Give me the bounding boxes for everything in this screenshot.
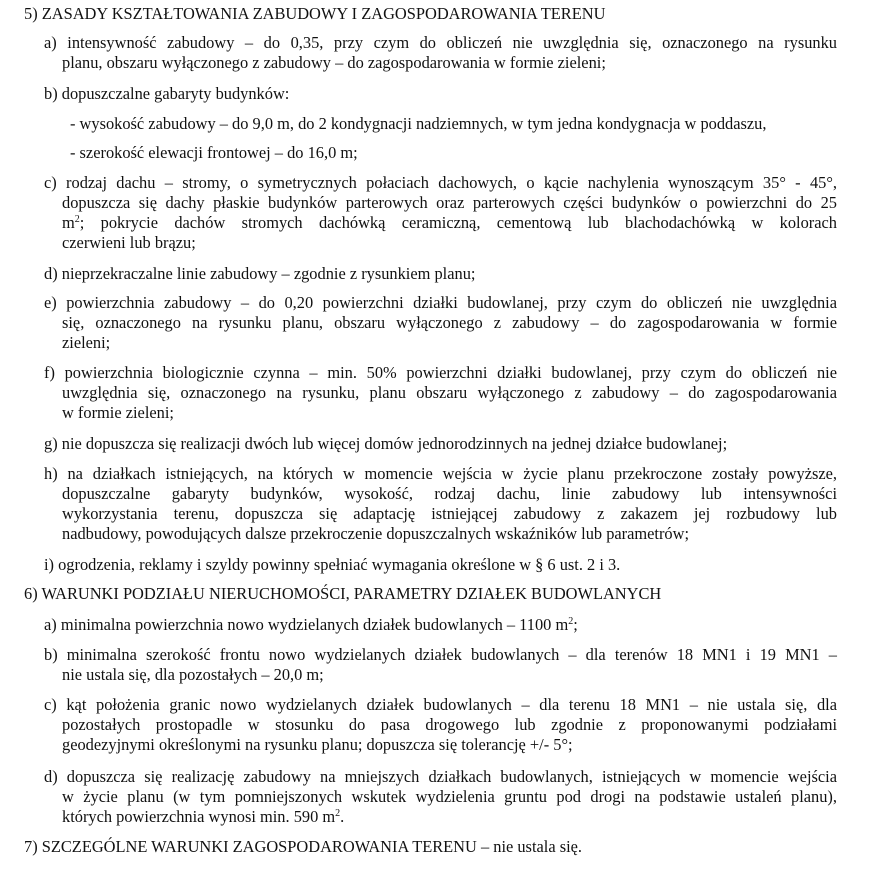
section-5-item-h: h) na działkach istniejących, na których w momencie wejścia w życie planu przekroczone zostały powyższe, dopuszczalne gabaryty budynków, wysokość, rodzaj dachu, linie zabudowy lub intensywności wykorzystania terenu, dopuszcza się adaptację istniejącej zabudowy z zakazem jej rozbudowy lub nadbudowy, powodujących dalsze przekroczenie dopuszczalnych wskaźników lub parametrów; bbox=[44, 464, 837, 543]
section-5-item-b-height: - wysokość zabudowy – do 9,0 m, do 2 kondygnacji nadziemnych, w tym jedna kondygnacja w poddaszu, bbox=[70, 114, 767, 133]
section-6-item-a: a) minimalna powierzchnia nowo wydzielanych działek budowlanych – 1100 $m^2$; bbox=[44, 615, 578, 634]
section-5-item-b: b) dopuszczalne gabaryty budynków: bbox=[44, 84, 290, 103]
section-5-item-g: g) nie dopuszcza się realizacji dwóch lub więcej domów jednorodzinnych na jednej działce budowlanej; bbox=[44, 434, 728, 453]
section-5-item-d: d) nieprzekraczalne linie zabudowy – zgodnie z rysunkiem planu; bbox=[44, 264, 476, 283]
section-7-heading: 7) SZCZEGÓLNE WARUNKI ZAGOSPODAROWANIA TERENU – nie ustala się. bbox=[24, 837, 582, 856]
section-6-item-c: c) kąt położenia granic nowo wydzielanych działek budowlanych – dla terenu 18 MN1 – nie ustala się, dla pozostałych prostopadle w stosunku do pasa drogowego lub zgodnie z proponowanymi podziałami geodezyjnymi określonymi na rysunku planu; dopuszcza się tolerancję +/- 5°; bbox=[44, 695, 837, 754]
section-5-item-f: f) powierzchnia biologicznie czynna – min. 50% powierzchni działki budowlanej, przy czym do obliczeń nie uwzględnia się, oznaczonego na rysunku, planu obszaru wyłączonego z zabudowy – do zagospodarowania w formie zieleni; bbox=[44, 363, 837, 422]
section-6-heading: 6) WARUNKI PODZIAŁU NIERUCHOMOŚCI, PARAMETRY DZIAŁEK BUDOWLANYCH bbox=[24, 584, 662, 603]
section-5-heading: 5) ZASADY KSZTAŁTOWANIA ZABUDOWY I ZAGOSPODAROWANIA TERENU bbox=[24, 4, 606, 23]
section-6-item-b: b) minimalna szerokość frontu nowo wydzielanych działek budowlanych – dla terenów 18 MN1 i 19 MN1 – nie ustala się, dla pozostałych – 20,0 m; bbox=[44, 645, 837, 684]
section-5-item-b-width: - szerokość elewacji frontowej – do 16,0 m; bbox=[70, 143, 358, 162]
section-5-item-c: c) rodzaj dachu – stromy, o symetrycznych połaciach dachowych, o kącie nachylenia wynoszącym 35° - 45°, dopuszcza się dachy płaskie budynków parterowych oraz parterowych części budynków o powierzchni do 25 $m^2$; pokrycie dachów stromych dachówką ceramiczną, cementową lub blachodachówką w kolorach czerwieni lub brązu; bbox=[44, 173, 837, 252]
section-5-item-i: i) ogrodzenia, reklamy i szyldy powinny spełniać wymagania określone w § 6 ust. 2 i 3. bbox=[44, 555, 621, 574]
section-5-item-a: a) intensywność zabudowy – do 0,35, przy czym do obliczeń nie uwzględnia się, oznaczonego na rysunku planu, obszaru wyłączonego z zabudowy – do zagospodarowania w formie zieleni; bbox=[44, 33, 837, 72]
section-5-item-e: e) powierzchnia zabudowy – do 0,20 powierzchni działki budowlanej, przy czym do obliczeń nie uwzględnia się, oznaczonego na rysunku planu, obszaru wyłączonego z zabudowy – do zagospodarowania w formie zieleni; bbox=[44, 293, 837, 352]
section-6-item-d: d) dopuszcza się realizację zabudowy na mniejszych działkach budowlanych, istniejących w momencie wejścia w życie planu (w tym pomniejszonych wskutek wydzielenia gruntu pod drogi na podstawie ustaleń planu), których powierzchnia wynosi min. 590 $m^2$. bbox=[44, 767, 837, 826]
